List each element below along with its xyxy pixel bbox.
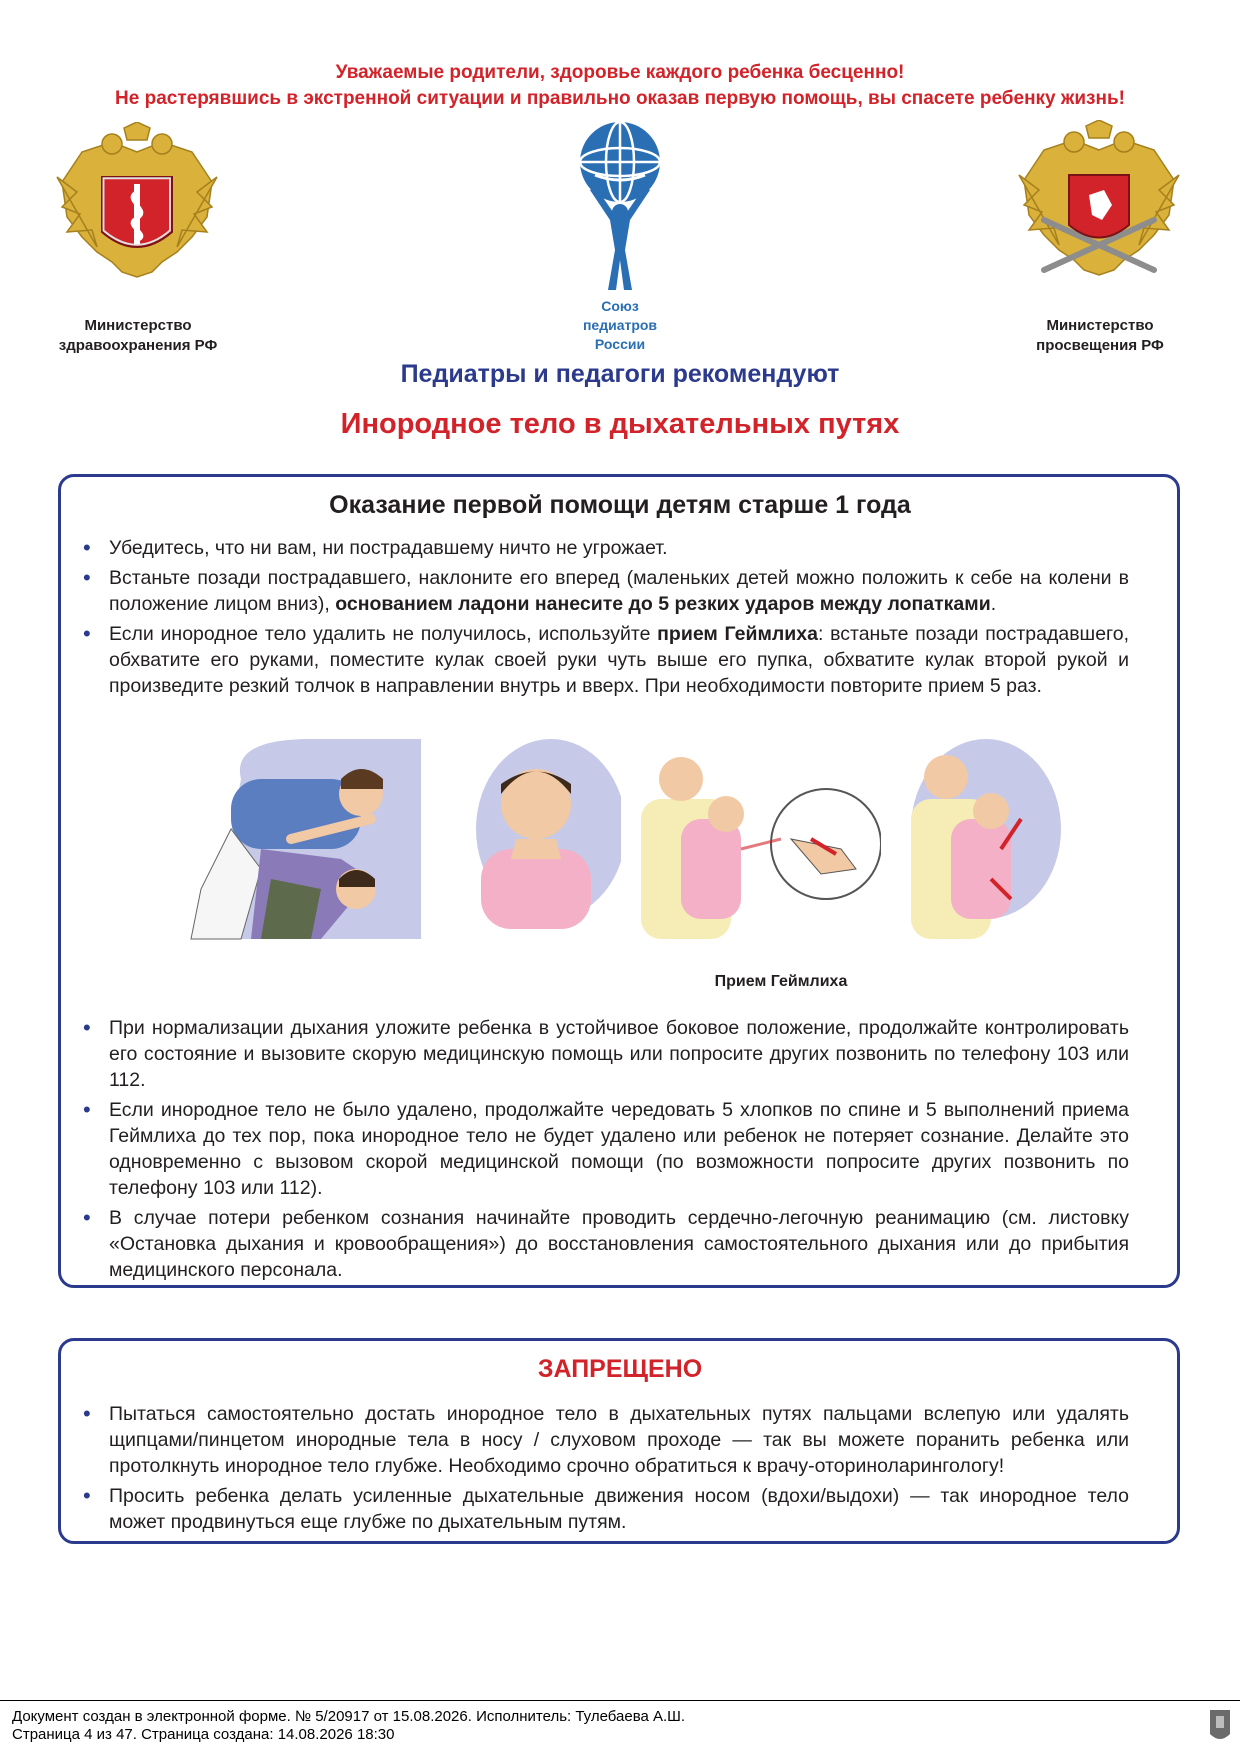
list-item: • Встаньте позади пострадавшего, наклоните его вперед (маленьких детей можно положить к себе на колени в положение лицом вниз), основанием ладони нанесите до 5 резких ударов между лопатками. [109, 565, 1129, 617]
heimlich-final-illustration [901, 739, 1071, 939]
heimlich-steps-illustration [641, 739, 881, 939]
union-pediatricians-label: Союз педиатров России [582, 298, 658, 352]
choking-child-icon [461, 739, 621, 939]
double-headed-eagle-icon [52, 122, 222, 292]
list-item: • В случае потери ребенком сознания начинайте проводить сердечно-легочную реанимацию (см. листовку «Остановка дыхания и кровообращения») до восстановления самостоятельного дыхания или до прибытия медицинского персонала. [109, 1205, 1129, 1283]
list-item: • Если инородное тело удалить не получилось, используйте прием Геймлиха: встаньте позади пострадавшего, обхватите его руками, поместите кулак своей руки чуть выше его пупка, обхватите кулак второй рукой и произведите резкий толчок в направлении внутрь и вверх. При необходимости повторите прием 5 раз. [109, 621, 1129, 699]
header-line-1: Уважаемые родители, здоровье каждого ребенка бесценно! [335, 62, 905, 83]
first-aid-box [58, 474, 1180, 1288]
ministry-health-label: Министерство здравоохранения РФ [58, 317, 218, 354]
list-item: • При нормализации дыхания уложите ребенка в устойчивое боковое положение, продолжайте контролировать его состояние и вызовите скорую медицинскую помощь или попросите других позвонить по телефону 103 или 112. [109, 1015, 1129, 1093]
ministry-education-label: Министерство просвещения РФ [1036, 317, 1164, 354]
list-item: • Пытаться самостоятельно достать инородное тело в дыхательных путях пальцами вслепую или удалять щипцами/пинцетом инородные тела в носу / слуховом проходе — так вы можете поранить ребенка или протолкнуть инородное тело глубже. Необходимо срочно обратиться к врачу-оториноларингологу! [109, 1401, 1129, 1479]
double-headed-eagle-icon [1014, 120, 1184, 290]
header-line-2: Не растерявшись в экстренной ситуации и правильно оказав первую помощь, вы спасете ребенку жизнь! [115, 88, 1125, 109]
first-aid-title: Оказание первой помощи детям старше 1 года [329, 491, 911, 519]
ministry-education-emblem [1014, 120, 1184, 295]
footer-divider [0, 1700, 1240, 1701]
choking-child-illustration [461, 739, 621, 939]
page-title: Инородное тело в дыхательных путях [340, 408, 900, 440]
forbidden-box [58, 1338, 1180, 1544]
list-item: • Убедитесь, что ни вам, ни пострадавшему ничто не угрожает. [109, 535, 1129, 561]
footer-text: Документ создан в электронной форме. № 5/20917 от 15.08.2026. Исполнитель: Тулебаева А.Ш. Страница 4 из 47. Страница создана: 14.08.2026 18:30 [12, 1708, 686, 1743]
union-pediatricians-logo [570, 120, 670, 301]
list-item: • Если инородное тело не было удалено, продолжайте чередовать 5 хлопков по спине и 5 выполнений приема Геймлиха до тех пор, пока инородное тело не будет удалено или ребенок не потеряет сознание. Делайте это одновременно с вызовом скорой медицинской помощи (по возможности попросите других позвонить по телефону 103 или 112). [109, 1097, 1129, 1201]
recommend-heading: Педиатры и педагоги рекомендуют [400, 360, 840, 388]
city-emblem-icon [1208, 1706, 1232, 1751]
forbidden-title: ЗАПРЕЩЕНО [537, 1355, 703, 1383]
heimlich-maneuver-icon [641, 739, 881, 939]
list-item: • Просить ребенка делать усиленные дыхательные движения носом (вдохи/выдохи) — так инородное тело может продвинуться еще глубже по дыхательным путям. [109, 1483, 1129, 1535]
heimlich-caption: Прием Геймлиха [714, 973, 848, 990]
ministry-health-emblem [52, 122, 222, 297]
forbidden-list [109, 1401, 1129, 1535]
first-aid-list-top [109, 535, 1129, 699]
globe-figure-icon [570, 120, 670, 296]
heimlich-thrust-icon [901, 739, 1071, 939]
first-aid-list-bottom [109, 1015, 1129, 1283]
